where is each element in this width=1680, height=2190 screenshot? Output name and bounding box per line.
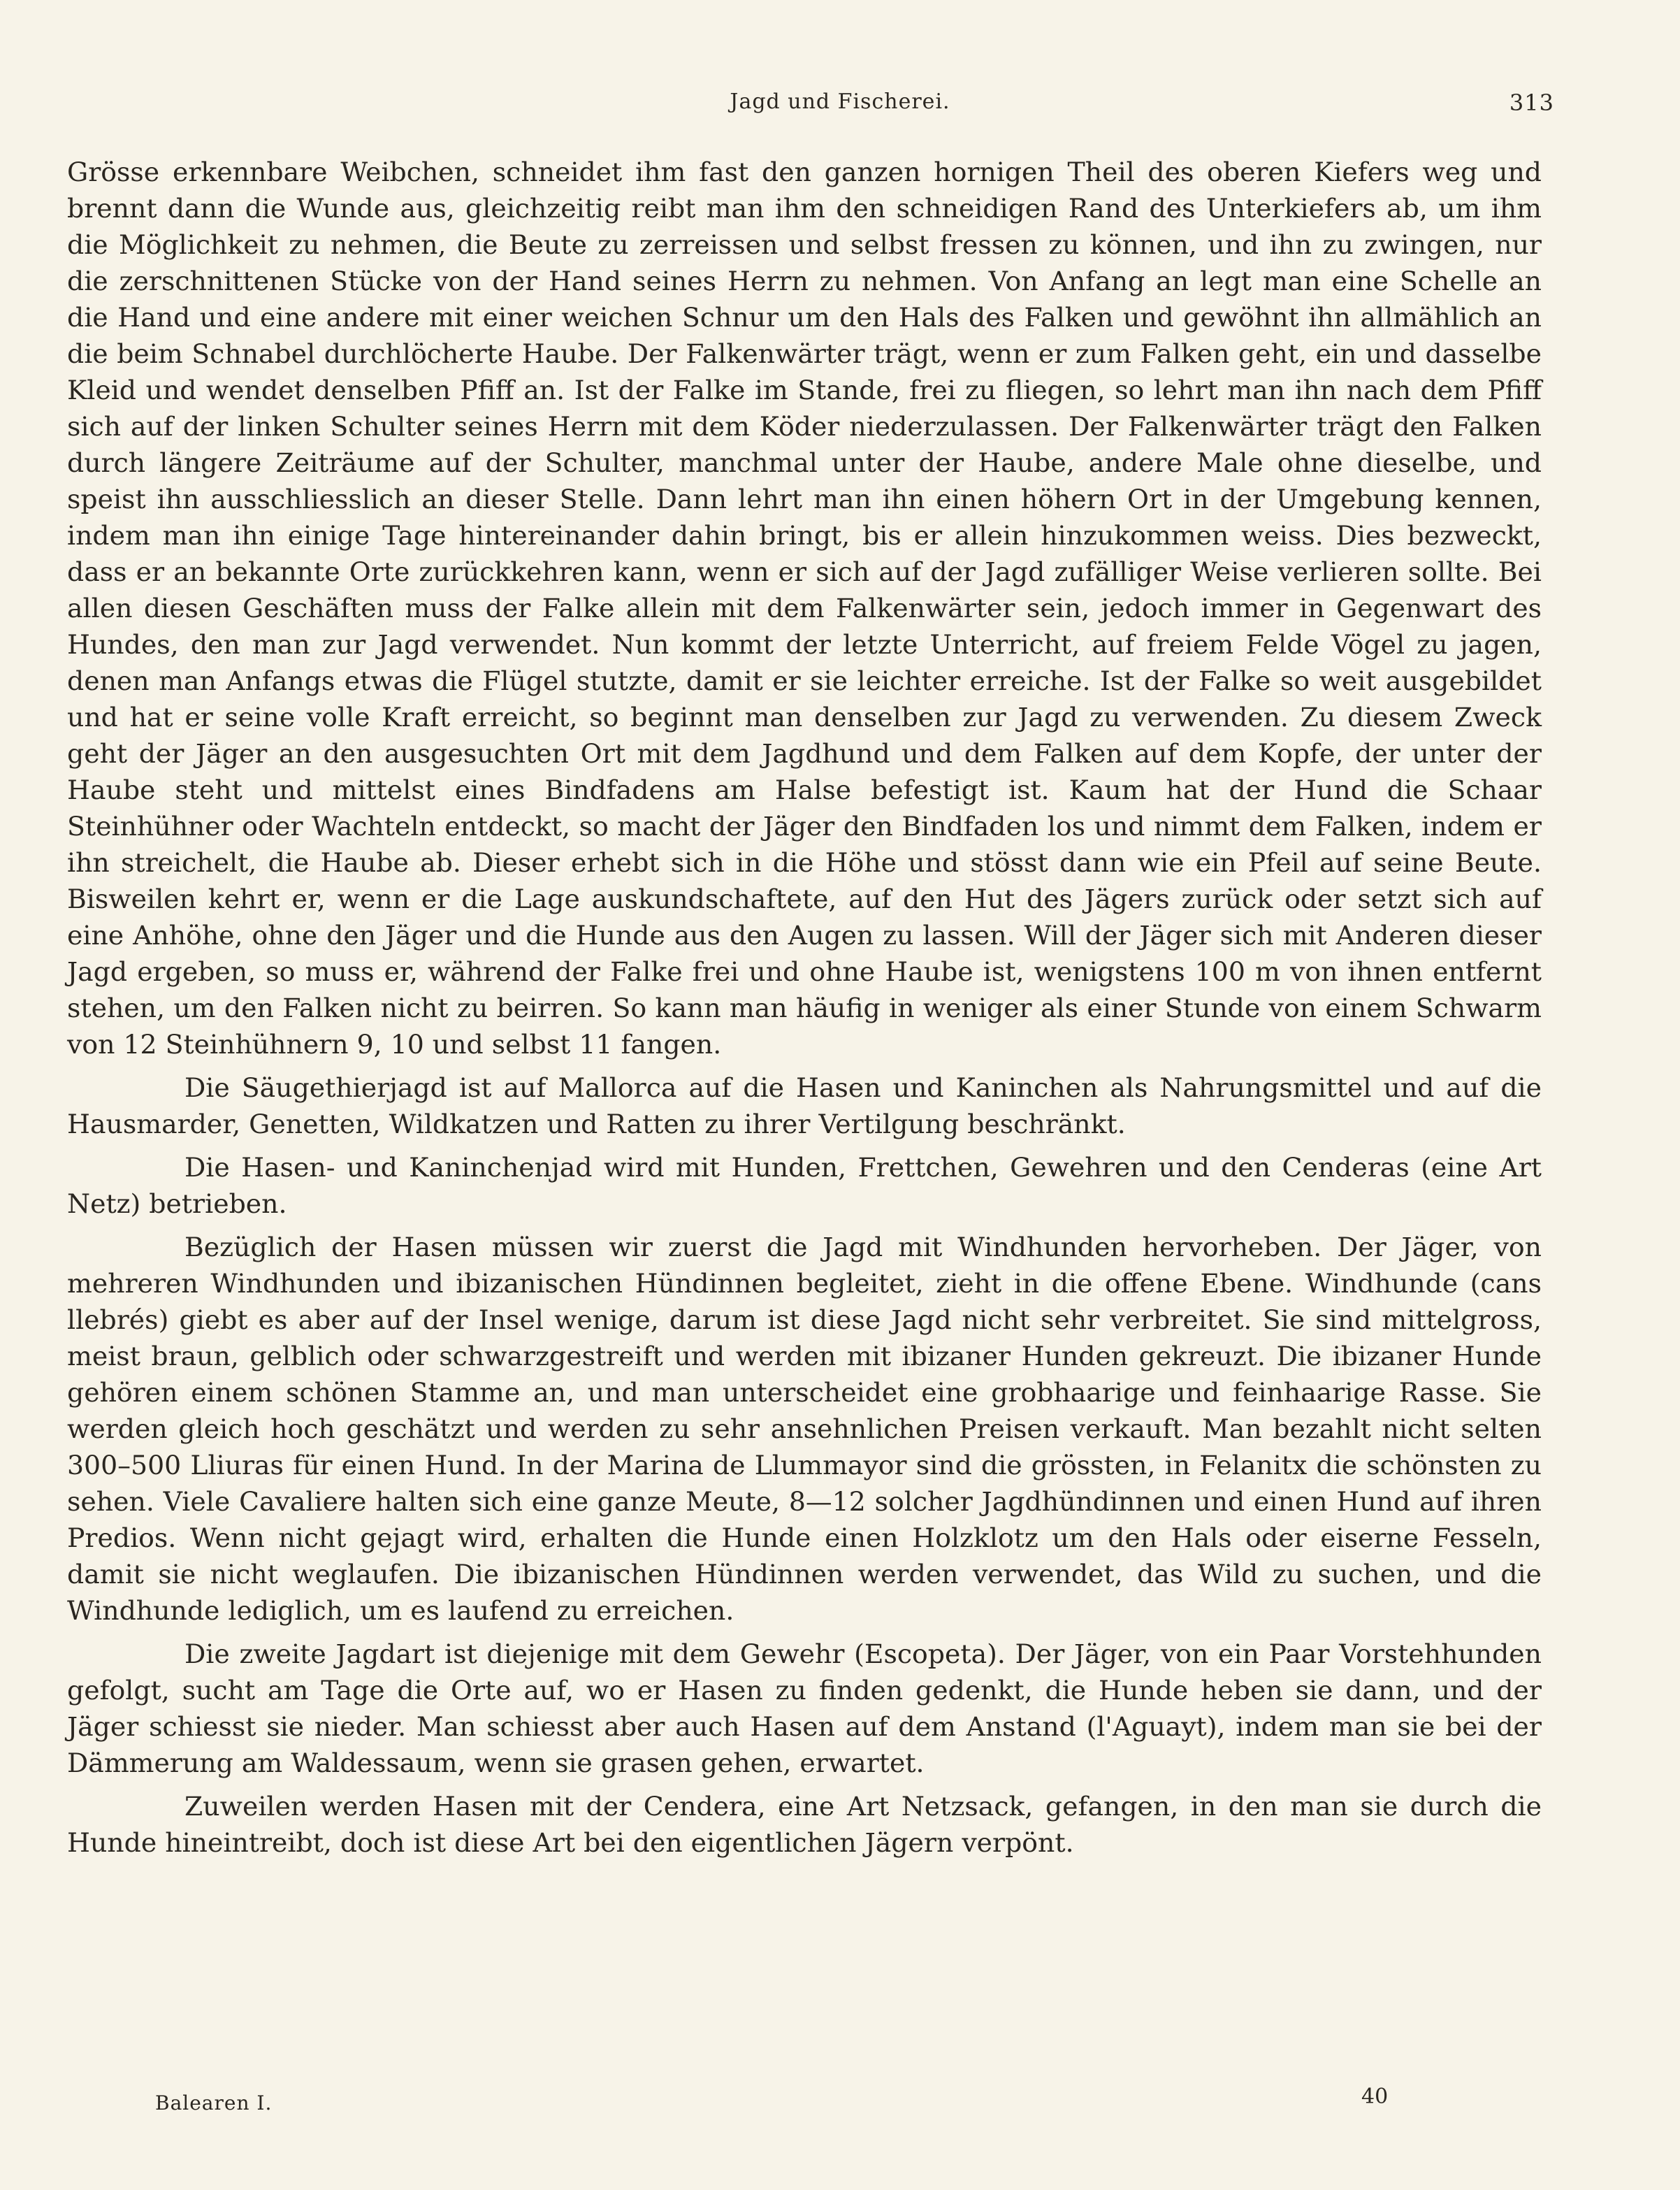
body-text	[67, 154, 1542, 1861]
sheet-number: 40	[1361, 2084, 1389, 2109]
paragraph-hare-rabbit-methods: Die Hasen- und Kaninchenjad wird mit Hunden, Frettchen, Gewehren und den Cenderas (eine Art Netz) betrieben.	[67, 1152, 1542, 1219]
paragraph-falconry: Grösse erkennbare Weibchen, schneidet ihm fast den ganzen hornigen Theil des oberen Kiefers weg und brennt dann die Wunde aus, gleichzeitig reibt man ihm den schneidigen Rand des Unterkiefers ab, um ihm die Möglichkeit zu nehmen, die Beute zu zerreissen und selbst fressen zu können, und ihn zu zwingen, nur die zerschnittenen Stücke von der Hand seines Herrn zu nehmen. Von Anfang an legt man eine Schelle an die Hand und eine andere mit einer weichen Schnur um den Hals des Falken und gewöhnt ihn allmählich an die beim Schnabel durchlöcherte Haube. Der Falkenwärter trägt, wenn er zum Falken geht, ein und dasselbe Kleid und wendet denselben Pfiff an. Ist der Falke im Stande, frei zu fliegen, so lehrt man ihn nach dem Pfiff sich auf der linken Schulter seines Herrn mit dem Köder niederzulassen. Der Falkenwärter trägt den Falken durch längere Zeiträume auf der Schulter, manchmal unter der Haube, andere Male ohne dieselbe, und speist ihn ausschliesslich an dieser Stelle. Dann lehrt man ihn einen höhern Ort in der Umgebung kennen, indem man ihn einige Tage hintereinander dahin bringt, bis er allein hinzukommen weiss. Dies bezweckt, dass er an bekannte Orte zurückkehren kann, wenn er sich auf der Jagd zufälliger Weise verlieren sollte. Bei allen diesen Geschäften muss der Falke allein mit dem Falkenwärter sein, jedoch immer in Gegenwart des Hundes, den man zur Jagd verwendet. Nun kommt der letzte Unterricht, auf freiem Felde Vögel zu jagen, denen man Anfangs etwas die Flügel stutzte, damit er sie leichter erreiche. Ist der Falke so weit ausgebildet und hat er seine volle Kraft erreicht, so beginnt man denselben zur Jagd zu verwenden. Zu diesem Zweck geht der Jäger an den ausgesuchten Ort mit dem Jagdhund und dem Falken auf dem Kopfe, der unter der Haube steht und mittelst eines Bindfadens am Halse befestigt ist. Kaum hat der Hund die Schaar Steinhühner oder Wachteln entdeckt, so macht der Jäger den Bindfaden los und nimmt dem Falken, indem er ihn streichelt, die Haube ab. Dieser erhebt sich in die Höhe und stösst dann wie ein Pfeil auf seine Beute. Bisweilen kehrt er, wenn er die Lage auskundschaftete, auf den Hut des Jägers zurück oder setzt sich auf eine Anhöhe, ohne den Jäger und die Hunde aus den Augen zu lassen. Will der Jäger sich mit Anderen dieser Jagd ergeben, so muss er, während der Falke frei und ohne Haube ist, wenigstens 100 m von ihnen entfernt stehen, um den Falken nicht zu beirren. So kann man häufig in weniger als einer Stunde von einem Schwarm von 12 Steinhühnern 9, 10 und selbst 11 fangen.	[67, 157, 1542, 1060]
paragraph-gun-hunting: Die zweite Jagdart ist diejenige mit dem Gewehr (Escopeta). Der Jäger, von ein Paar Vorstehhunden gefolgt, sucht am Tage die Orte auf, wo er Hasen zu finden gedenkt, die Hunde heben sie dann, und der Jäger schiesst sie nieder. Man schiesst aber auch Hasen auf dem Anstand (l'Aguayt), indem man sie bei der Dämmerung am Waldessaum, wenn sie grasen gehen, erwartet.	[67, 1638, 1542, 1778]
paragraph-mammal-hunting: Die Säugethierjagd ist auf Mallorca auf die Hasen und Kaninchen als Nahrungsmittel und auf die Hausmarder, Genetten, Wildkatzen und Ratten zu ihrer Vertilgung beschränkt.	[67, 1072, 1542, 1139]
paragraph-cendera: Zuweilen werden Hasen mit der Cendera, eine Art Netzsack, gefangen, in den man sie durch die Hunde hineintreibt, doch ist diese Art bei den eigentlichen Jägern verpönt.	[67, 1791, 1542, 1858]
running-header	[0, 89, 1680, 131]
printer-signature: Balearen I.	[155, 2091, 273, 2115]
paragraph-greyhounds: Bezüglich der Hasen müssen wir zuerst die Jagd mit Windhunden hervorheben. Der Jäger, von mehreren Windhunden und ibizanischen Hündinnen begleitet, zieht in die offene Ebene. Windhunde (cans llebrés) giebt es aber auf der Insel wenige, darum ist diese Jagd nicht sehr verbreitet. Sie sind mittelgross, meist braun, gelblich oder schwarzgestreift und werden mit ibizaner Hunden gekreuzt. Die ibizaner Hunde gehören einem schönen Stamme an, und man unterscheidet eine grobhaarige und feinhaarige Rasse. Sie werden gleich hoch geschätzt und werden zu sehr ansehnlichen Preisen verkauft. Man bezahlt nicht selten 300–500 Lliuras für einen Hund. In der Marina de Llummayor sind die grössten, in Felanitx die schönsten zu sehen. Viele Cavaliere halten sich eine ganze Meute, 8—12 solcher Jagdhündinnen und einen Hund auf ihren Predios. Wenn nicht gejagt wird, erhalten die Hunde einen Holzklotz um den Hals oder eiserne Fesseln, damit sie nicht weglaufen. Die ibizanischen Hündinnen werden verwendet, das Wild zu suchen, und die Windhunde lediglich, um es laufend zu erreichen.	[67, 1232, 1542, 1626]
page-number: 313	[1509, 89, 1554, 116]
running-title: Jagd und Fischerei.	[730, 89, 950, 114]
page-footer	[0, 2084, 1680, 2126]
